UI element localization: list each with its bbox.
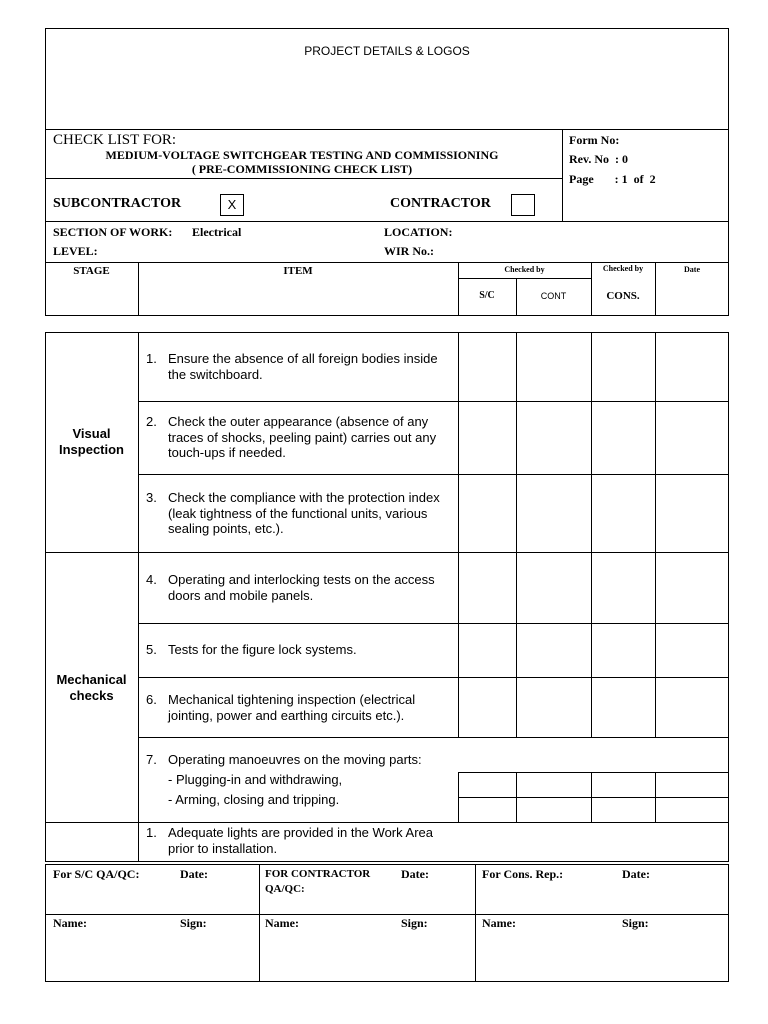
contractor-checkbox[interactable] [511,194,535,216]
column-checked-by-cons: Checked by [602,264,644,273]
item-number: 1. [146,351,157,366]
sc-sign-label: Sign: [180,916,207,930]
item-sub-arming: - Arming, closing and tripping. [168,792,340,807]
column-cont: CONT [540,291,567,301]
list-item [146,351,446,382]
subcontractor-mark: X [227,197,237,212]
contractor-sign-label: Sign: [401,916,428,930]
item-text: Tests for the figure lock systems. [168,642,357,657]
item-text: Operating manoeuvres on the moving parts: [168,752,422,767]
location-label: LOCATION: [384,225,453,239]
checklist-subtitle: ( PRE-COMMISSIONING CHECK LIST) [191,162,413,176]
item-number: 6. [146,692,157,707]
wir-label: WIR No.: [384,244,434,258]
list-item [146,642,446,658]
sc-name-label: Name: [53,916,87,930]
column-item: ITEM [283,265,313,277]
item-number: 1. [146,825,157,840]
cons-rep-label: For Cons. Rep.: [482,867,564,881]
section-of-work-value: Electrical [192,225,242,239]
cons-sign-label: Sign: [622,916,649,930]
cons-date-label: Date: [622,867,650,881]
column-cons: CONS. [606,290,640,302]
subcontractor-checkbox[interactable] [220,194,244,216]
contractor-label: CONTRACTOR [390,196,491,211]
item-text: Operating and interlocking tests on the access doors and mobile panels. [168,572,435,603]
checklist-label: CHECK LIST FOR: [53,132,177,148]
list-item [146,414,446,461]
sc-date-label: Date: [180,867,208,881]
item-number: 7. [146,752,157,767]
stage-visual-inspection: Visual Inspection [58,426,124,457]
contractor-date-label: Date: [401,867,429,881]
rev-no: Rev. No : 0 [569,152,628,166]
list-item [146,692,446,723]
item-number: 5. [146,642,157,657]
item-number: 4. [146,572,157,587]
item-sub-plugging: - Plugging-in and withdrawing, [168,772,343,787]
project-title: PROJECT DETAILS & LOGOS [304,44,470,58]
column-stage: STAGE [73,265,110,277]
item-number: 3. [146,490,157,505]
level-label: LEVEL: [53,244,98,258]
column-date: Date [684,265,700,274]
item-text: Ensure the absence of all foreign bodies inside the switchboard. [168,351,438,382]
column-sc: S/C [479,290,495,301]
contractor-qaqc-label: FOR CONTRACTOR QA/QC: [265,868,371,895]
item-number: 2. [146,414,157,429]
form-no: Form No: [569,133,620,147]
subcontractor-label: SUBCONTRACTOR [53,196,182,211]
checklist-title: MEDIUM-VOLTAGE SWITCHGEAR TESTING AND COMMISSIONING [105,148,499,162]
cons-name-label: Name: [482,916,516,930]
contractor-name-label: Name: [265,916,299,930]
item-text: Check the compliance with the protection index (leak tightness of the functional units, various sealing points, etc.). [168,490,440,536]
stage-mechanical-checks: Mechanical checks [56,672,127,703]
list-item [146,490,446,537]
sc-qaqc-label: For S/C QA/QC: [53,867,140,881]
item-text: Check the outer appearance (absence of any traces of shocks, peeling paint) carries out any touch-ups if needed. [168,414,437,460]
list-item [146,572,446,603]
item-text: Mechanical tightening inspection (electrical jointing, power and earthing circuits etc.). [168,692,416,723]
page-number: Page : 1 of 2 [569,172,656,186]
section-of-work-label: SECTION OF WORK: [53,225,173,239]
column-checked-by: Checked by [504,265,545,274]
list-item [146,752,446,768]
list-item [146,825,446,856]
item-text: Adequate lights are provided in the Work Area prior to installation. [168,825,433,856]
